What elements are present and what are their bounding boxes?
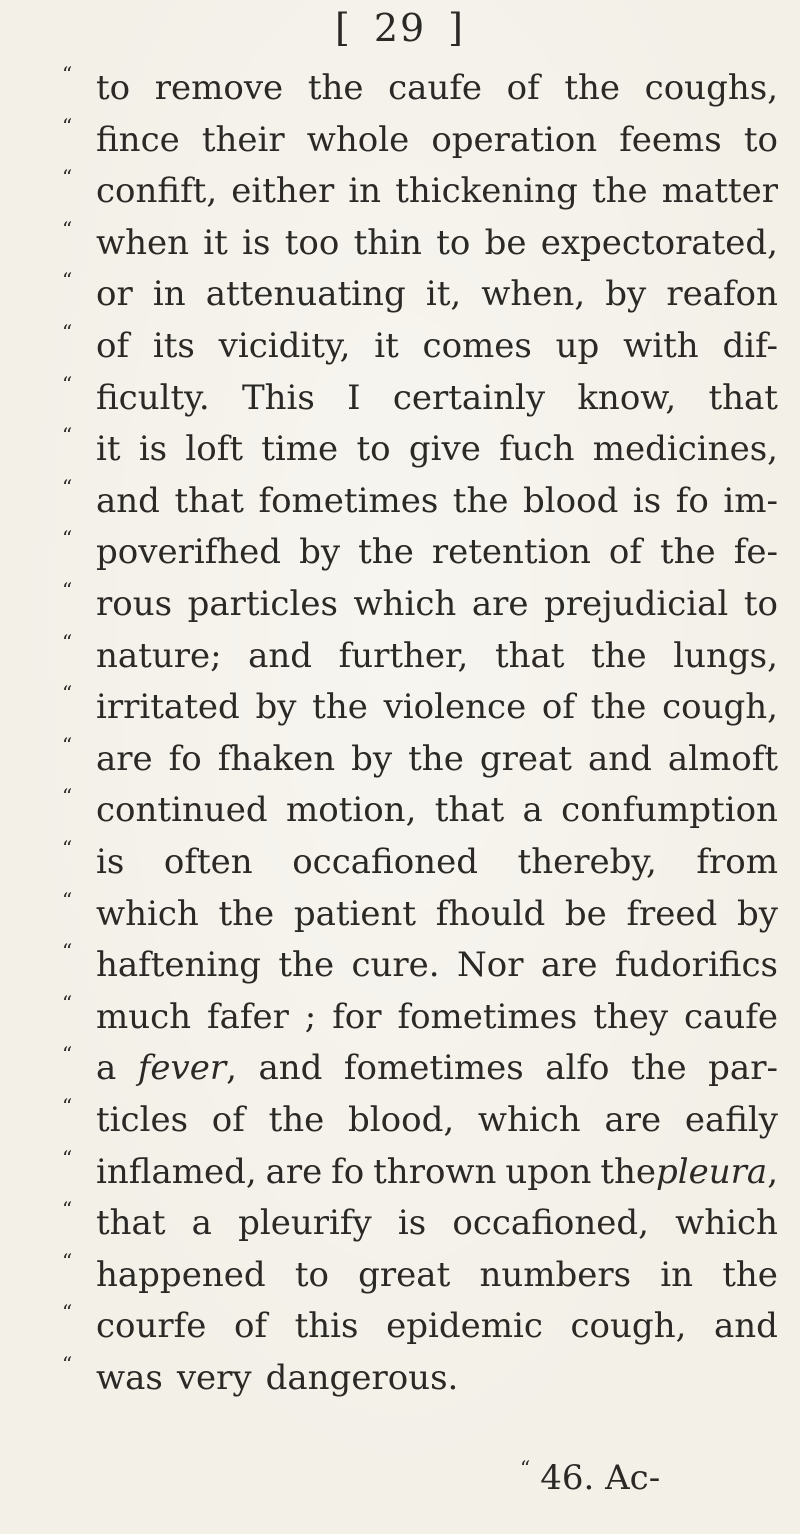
word: the — [358, 532, 414, 573]
word: and — [587, 738, 652, 779]
line-text — [96, 937, 778, 993]
word: are — [265, 1151, 323, 1192]
line-text — [96, 1247, 778, 1303]
text-line — [62, 1298, 778, 1354]
word: vicidity, — [218, 326, 351, 366]
line-text — [96, 1040, 778, 1096]
quote-mark: “ — [62, 784, 73, 809]
text-line — [62, 989, 778, 1045]
word: motion, — [285, 790, 417, 831]
word: the — [408, 738, 464, 779]
line-text — [96, 60, 778, 116]
word: to — [436, 222, 471, 263]
catchword-text: 46. Ac- — [540, 1458, 661, 1498]
word: patient — [293, 893, 417, 934]
text-line — [62, 1144, 778, 1200]
word: of — [608, 532, 642, 573]
word: fe- — [733, 532, 778, 573]
word: by — [736, 893, 778, 934]
word: medicines, — [592, 429, 778, 470]
word: it — [96, 429, 121, 470]
word: cough, — [570, 1306, 687, 1347]
word: epidemic — [386, 1306, 543, 1347]
quote-mark: “ — [62, 526, 73, 551]
word: fudorifics — [614, 945, 778, 986]
word: whole — [306, 119, 410, 160]
word: the — [312, 687, 368, 728]
word: prejudicial — [544, 584, 729, 624]
word: is — [96, 842, 125, 882]
word: the — [660, 532, 716, 573]
text-line — [62, 473, 778, 529]
text-line — [62, 1195, 778, 1251]
word: fometimes — [258, 480, 439, 521]
page-header — [0, 6, 800, 50]
quote-mark: “ — [62, 113, 73, 138]
word: loft — [185, 429, 243, 470]
word: of — [541, 687, 575, 728]
text-line — [62, 163, 778, 219]
word: thickening — [395, 171, 578, 212]
word: thepleura, — [600, 1151, 778, 1192]
quote-mark: “ — [62, 268, 73, 293]
word: the — [591, 171, 648, 212]
word: in — [348, 171, 382, 212]
word: the — [590, 687, 647, 728]
word: often — [163, 842, 253, 882]
word: a — [96, 1048, 117, 1089]
word: reafon — [666, 274, 778, 315]
quote-mark: “ — [62, 320, 73, 344]
word: too — [284, 222, 340, 263]
word: attenuating — [205, 274, 406, 315]
line-text — [96, 1195, 778, 1251]
text-line — [62, 576, 778, 632]
word: Nor — [457, 945, 524, 986]
word: the — [452, 480, 509, 521]
word: fince — [96, 119, 180, 160]
word: are — [471, 584, 529, 624]
text-line — [62, 731, 778, 787]
word: to — [743, 119, 778, 160]
line-text — [96, 1350, 778, 1406]
text-line — [62, 112, 778, 168]
word: the — [307, 68, 364, 108]
word: the — [278, 945, 335, 986]
word: time — [261, 429, 339, 470]
word: poverifhed — [96, 532, 282, 573]
word: of — [211, 1100, 245, 1140]
line-text — [96, 731, 778, 787]
text-line — [62, 60, 778, 116]
word: particles — [187, 584, 338, 624]
word: are — [604, 1100, 662, 1140]
word: the — [268, 1100, 325, 1140]
word: blood — [523, 480, 619, 521]
line-text — [96, 989, 778, 1045]
word: coughs, — [644, 68, 778, 108]
word: they — [593, 996, 669, 1037]
quote-mark: “ — [62, 216, 73, 241]
word: happened — [96, 1254, 266, 1295]
line-text — [96, 370, 778, 426]
word: fo — [331, 1151, 365, 1192]
word: confumption — [561, 790, 778, 831]
word: ; — [304, 996, 317, 1037]
line-text — [96, 318, 778, 374]
word: cough, — [662, 687, 778, 728]
word: of — [233, 1306, 268, 1347]
word: remove — [154, 68, 284, 108]
text-line — [62, 937, 778, 993]
word: much — [96, 996, 192, 1037]
word: and — [96, 480, 160, 521]
right-bracket: ] — [448, 6, 465, 50]
quote-mark: “ — [62, 1145, 73, 1170]
line-text — [96, 266, 778, 322]
word: retention — [431, 532, 591, 573]
text-line — [62, 834, 778, 890]
word: to — [743, 584, 778, 624]
line-text — [96, 1144, 778, 1200]
catchword — [520, 1440, 660, 1506]
line-text — [96, 215, 778, 271]
word: operation — [431, 119, 598, 160]
text-line — [62, 628, 778, 684]
quote-mark: “ — [62, 629, 73, 654]
word: fhould — [435, 893, 546, 934]
word: by — [255, 687, 297, 728]
quote-mark: “ — [62, 1352, 73, 1376]
word: fuch — [499, 429, 575, 470]
word: rous — [96, 584, 173, 624]
word: thin — [353, 222, 422, 263]
word: by — [351, 738, 393, 779]
word: continued — [96, 790, 268, 831]
quote-mark: “ — [62, 578, 73, 602]
word: or — [96, 274, 133, 315]
word: haftening — [96, 945, 261, 986]
word: the — [630, 1048, 687, 1089]
word: a — [522, 790, 543, 831]
quote-mark: “ — [62, 1094, 73, 1118]
line-text — [96, 886, 778, 942]
quote-mark: “ — [62, 939, 73, 964]
word: This — [241, 377, 315, 418]
word: is — [632, 480, 662, 521]
word: which — [353, 584, 457, 624]
word: it — [203, 222, 228, 263]
word: expectorated, — [540, 222, 778, 263]
page-number: 29 — [373, 6, 427, 50]
word: which — [675, 1203, 778, 1244]
quote-mark: “ — [520, 1456, 531, 1480]
word: which — [477, 1100, 581, 1140]
text-line — [62, 782, 778, 838]
line-text — [96, 1092, 778, 1148]
quote-mark: “ — [62, 681, 73, 706]
word: comes — [422, 326, 532, 366]
text-line — [62, 215, 778, 271]
word: inflamed, — [96, 1151, 257, 1192]
word: to — [96, 68, 131, 108]
word: certainly — [392, 377, 546, 418]
text-line — [62, 1247, 778, 1303]
word: ficulty. — [96, 377, 210, 418]
quote-mark: “ — [62, 1248, 73, 1273]
word: is — [138, 429, 168, 470]
text-line — [62, 1092, 778, 1148]
line-text — [96, 679, 778, 735]
word: courfe — [96, 1306, 207, 1347]
word: to — [356, 429, 391, 470]
quote-mark: “ — [62, 371, 73, 396]
quote-mark: “ — [62, 1197, 73, 1222]
word: that — [708, 377, 778, 418]
word: by — [299, 532, 341, 573]
text-line — [62, 370, 778, 426]
quote-mark: “ — [62, 732, 73, 757]
word: fhaken — [217, 738, 336, 779]
word: freed — [626, 893, 718, 934]
word: irritated — [96, 687, 240, 728]
word: its — [152, 326, 195, 366]
quote-mark: “ — [62, 836, 73, 860]
word: a — [191, 1203, 212, 1244]
word: in — [660, 1254, 694, 1295]
word: par- — [708, 1048, 778, 1089]
word: it — [374, 326, 399, 366]
word: numbers — [479, 1254, 632, 1295]
word: eafily — [684, 1100, 778, 1140]
word: their — [201, 119, 285, 160]
word: is — [242, 222, 271, 263]
word: fo — [168, 738, 202, 779]
word: and — [258, 1048, 323, 1089]
word: blood, — [347, 1100, 455, 1140]
word: I — [347, 377, 361, 418]
text-line — [62, 1350, 778, 1406]
text-line — [62, 886, 778, 942]
word: in — [152, 274, 186, 315]
word: confift, — [96, 171, 218, 212]
word: almoft — [667, 738, 778, 779]
word: when — [96, 222, 190, 263]
line-text — [96, 576, 778, 632]
word: caufe — [684, 996, 778, 1037]
word: the — [218, 893, 275, 934]
word: fafer — [207, 996, 289, 1037]
word: alfo — [545, 1048, 610, 1089]
word: are — [540, 945, 598, 986]
quote-mark: “ — [62, 165, 73, 190]
quote-mark: “ — [62, 887, 73, 912]
line-text — [96, 421, 778, 477]
quote-mark: “ — [62, 1300, 73, 1325]
word: and — [248, 635, 313, 676]
word: fo — [675, 480, 709, 521]
line-text — [96, 834, 778, 890]
word: know, — [577, 377, 677, 418]
quote-mark: “ — [62, 62, 73, 86]
word: to — [294, 1254, 329, 1295]
word: dangerous. — [265, 1358, 459, 1398]
word: of — [96, 326, 130, 366]
word: that — [174, 480, 244, 521]
text-line — [62, 1040, 778, 1096]
word: great — [358, 1254, 451, 1295]
word: give — [408, 429, 481, 470]
word: that — [434, 790, 505, 831]
left-bracket: [ — [334, 6, 352, 50]
word: nature; — [96, 635, 222, 676]
word: thereby, — [517, 842, 657, 882]
line-text — [96, 112, 778, 168]
word: the — [722, 1254, 778, 1295]
word: lungs, — [673, 635, 778, 676]
word: this — [294, 1306, 359, 1347]
word: occafioned — [292, 842, 478, 882]
word: dif- — [722, 326, 778, 366]
word: thrown — [373, 1151, 497, 1192]
word: from — [696, 842, 778, 882]
word: fometimes — [343, 1048, 524, 1089]
word: that — [494, 635, 565, 676]
quote-mark: “ — [62, 423, 73, 448]
word: fever, — [137, 1048, 237, 1089]
word: be — [484, 222, 527, 263]
line-text — [96, 524, 778, 580]
text-line — [62, 679, 778, 735]
word: which — [96, 893, 199, 934]
text-line — [62, 318, 778, 374]
word: the — [564, 68, 621, 108]
word: by — [605, 274, 647, 315]
word: pleurify — [238, 1203, 372, 1244]
text-line — [62, 266, 778, 322]
word: that — [96, 1203, 166, 1244]
word: fometimes — [397, 996, 578, 1037]
word: and — [714, 1306, 778, 1347]
word: for — [332, 996, 382, 1037]
word: either — [231, 171, 335, 212]
text-line — [62, 421, 778, 477]
word: is — [397, 1203, 427, 1244]
line-text — [96, 473, 778, 529]
word: was — [96, 1358, 163, 1398]
word: with — [623, 326, 699, 366]
line-text — [96, 628, 778, 684]
word: feems — [619, 119, 722, 160]
word: matter — [661, 171, 778, 212]
word: violence — [383, 687, 527, 728]
word: it, — [425, 274, 462, 315]
line-text — [96, 782, 778, 838]
word: cure. — [351, 945, 440, 986]
quote-mark: “ — [62, 474, 73, 499]
word: im- — [723, 480, 778, 521]
word: further, — [338, 635, 469, 676]
word: caufe — [388, 68, 483, 108]
word: of — [506, 68, 540, 108]
line-text — [96, 163, 778, 219]
word: when, — [481, 274, 586, 315]
text-line — [62, 524, 778, 580]
quote-mark: “ — [62, 990, 73, 1015]
word: great — [479, 738, 572, 779]
word: very — [176, 1358, 252, 1398]
line-text — [96, 1298, 778, 1354]
quote-mark: “ — [62, 1042, 73, 1067]
word: the — [591, 635, 647, 676]
word: ticles — [96, 1100, 189, 1140]
word: be — [564, 893, 607, 934]
word: occafioned, — [452, 1203, 649, 1244]
word: are — [96, 738, 153, 779]
word: upon — [505, 1151, 592, 1192]
word: up — [555, 326, 600, 366]
